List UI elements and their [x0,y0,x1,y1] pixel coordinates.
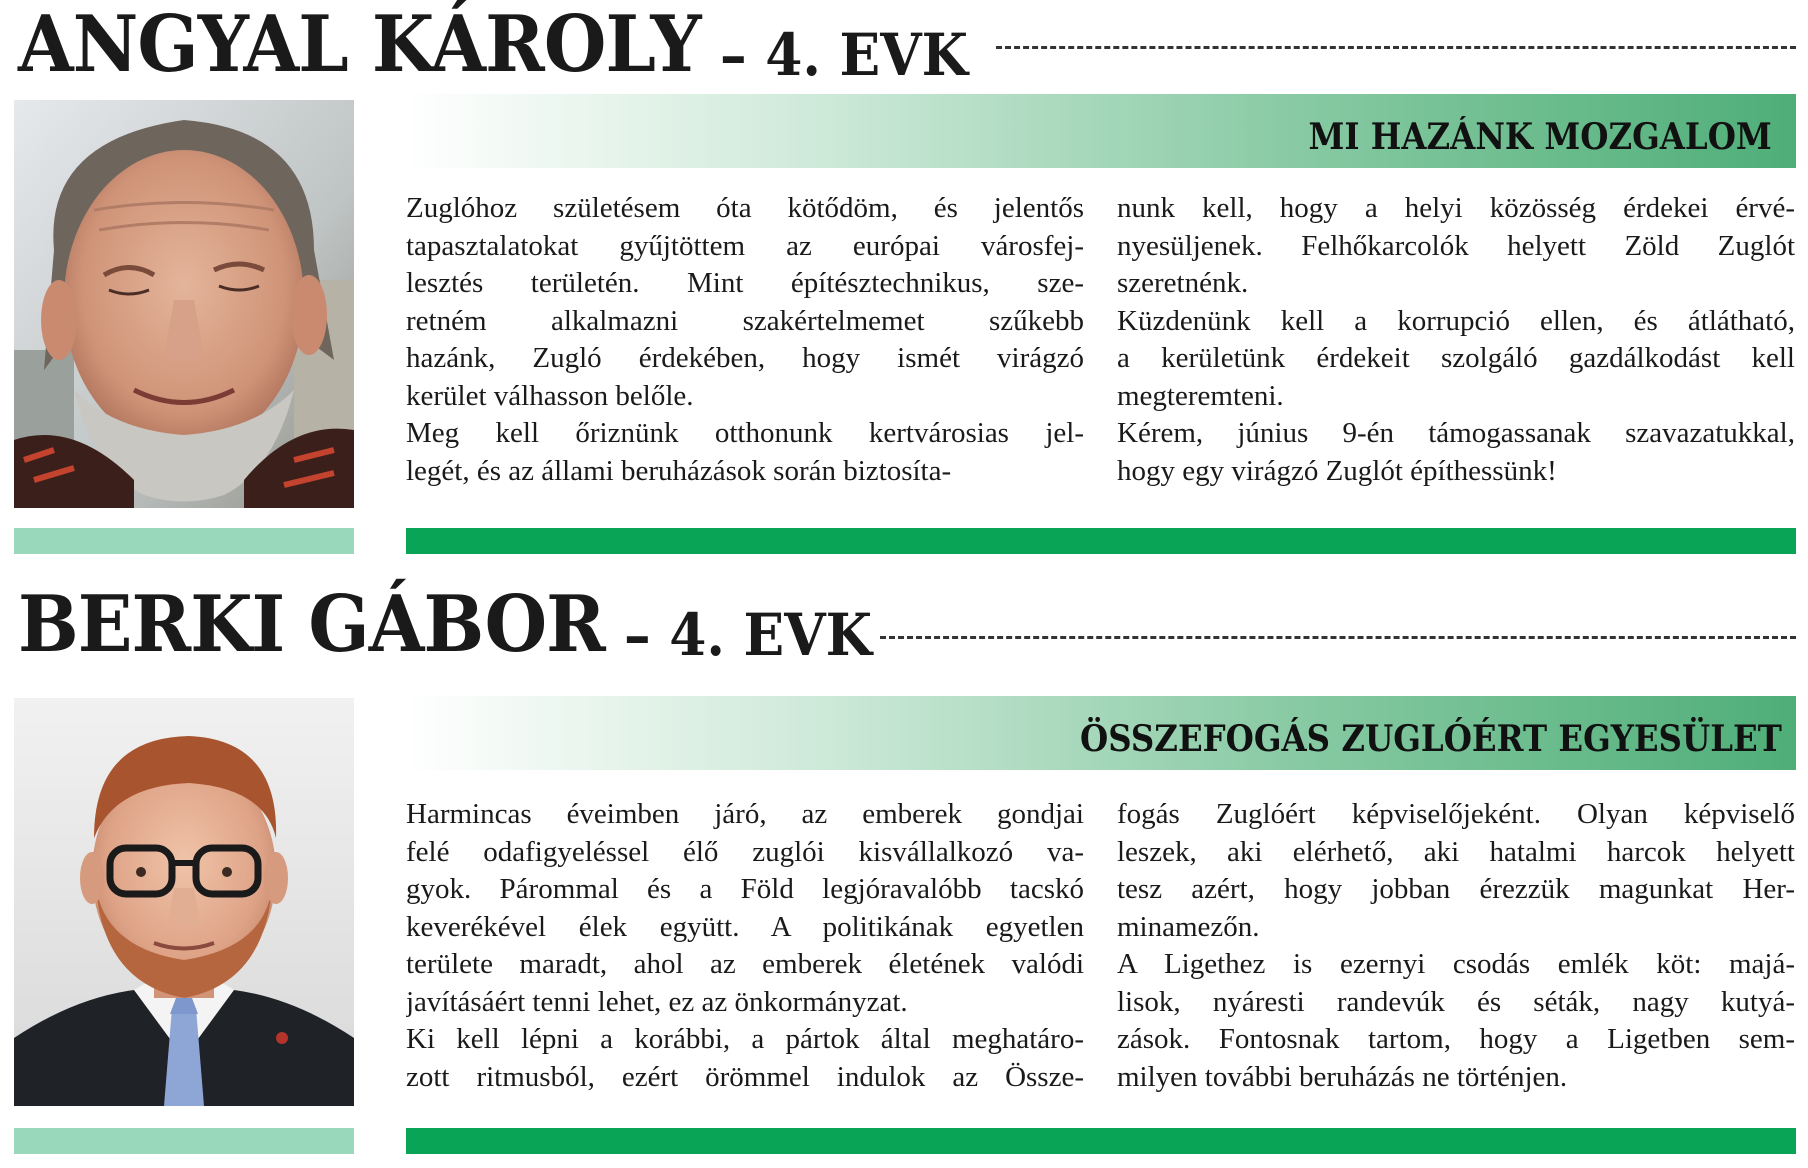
bio-column-1 [406,796,1084,1096]
bio-text-line: felé odafigyeléssel élő zuglói kisvállalkozó va- [406,835,1084,868]
candidate-name: BERKI GÁBOR [18,579,605,670]
bio-text-line: a kerületünk érdekeit szolgáló gazdálkodást kell [1117,342,1795,374]
bio-text-line: területe maradt, ahol az emberek életének valódi [406,948,1084,980]
candidate-heading [18,0,990,90]
heading-dash-divider [996,46,1796,49]
bio-text-line: hogy egy virágzó Zuglót építhessünk! [1117,454,1557,487]
bio-text-line: Zuglóhoz születésem óta kötődöm, és jelentős [406,192,1084,224]
bio-text-line: zott ritmusból, ezért örömmel indulok az Össze- [406,1060,1084,1093]
photo-accent-bar [14,528,354,554]
section-bottom-bar [406,528,1796,554]
bio-text-line: Ki kell lépni a korábbi, a pártok által meghatáro- [406,1023,1084,1055]
bio-text-line: nunk kell, hogy a helyi közösség érdekei érvé- [1117,192,1795,224]
bio-column-2 [1117,190,1795,490]
bio-text-line: javításáért tenni lehet, ez az önkormányzat. [406,985,908,1018]
bio-text-line: nyesüljenek. Felhőkarcolók helyett Zöld Zuglót [1117,229,1795,262]
bio-text-line: kerület válhasson belőle. [406,379,694,412]
bio-text-line: milyen további beruházás ne történjen. [1117,1060,1568,1093]
heading-dash-divider [880,636,1796,639]
bio-text-line: Küzdenünk kell a korrupció ellen, és átlátható, [1117,304,1795,337]
candidate-heading [18,579,893,670]
bio-text-line: keverékével élek együtt. A politikának egyetlen [406,910,1084,943]
bio-text-line: A Ligethez is ezernyi csodás emlék köt: majá- [1117,948,1795,980]
portrait-younger-man-image [14,698,354,1106]
party-banner [406,696,1796,770]
bio-text-line: zások. Fontosnak tartom, hogy a Ligetben sem- [1117,1023,1795,1055]
candidate-district: – 4. EVK [623,601,872,669]
bio-column-1 [406,190,1084,490]
section-bottom-bar [406,1128,1796,1154]
bio-text-line: Kérem, június 9-én támogassanak szavazatukkal, [1117,417,1795,449]
candidate-name: ANGYAL KÁROLY [18,0,701,90]
candidate-photo [14,100,354,508]
party-banner [406,94,1796,168]
bio-text-line: Meg kell őriznünk otthonunk kertvárosias jel- [406,417,1084,449]
portrait-older-man-image [14,100,354,508]
bio-column-2 [1117,796,1795,1096]
party-name: ÖSSZEFOGÁS ZUGLÓÉRT EGYESÜLET [1080,718,1782,760]
bio-text-line: Harmincas éveimben járó, az emberek gondjai [406,798,1084,830]
bio-text-line: leszek, aki elérhető, aki hatalmi harcok helyett [1117,835,1795,868]
bio-text-line: tesz azért, hogy jobban érezzük magunkat Her- [1117,873,1795,905]
party-name: MI HAZÁNK MOZGALOM [1308,116,1772,158]
bio-text-line: tapasztalatokat gyűjtöttem az európai városfej- [406,229,1084,262]
bio-text-line: szeretnénk. [1117,267,1249,299]
bio-text-line: gyok. Párommal és a Föld legjóravalóbb tacskó [406,873,1084,905]
photo-accent-bar [14,1128,354,1154]
bio-text-line: lesztés területén. Mint építésztechnikus, sze- [406,267,1084,299]
bio-text-line: lisok, nyáresti randevúk és séták, nagy kutyá- [1117,985,1795,1018]
candidate-photo [14,698,354,1106]
bio-text-line: megteremteni. [1117,379,1284,412]
bio-text-line: fogás Zuglóért képviselőjeként. Olyan képviselő [1117,798,1795,830]
bio-text-line: minamezőn. [1117,910,1260,943]
bio-text-line: hazánk, Zugló érdekében, hogy ismét virágzó [406,342,1084,374]
bio-text-line: legét, és az állami beruházások során biztosíta- [406,454,952,487]
bio-text-line: retném alkalmazni szakértelmemet szűkebb [406,304,1084,337]
candidate-district: – 4. EVK [720,21,969,89]
